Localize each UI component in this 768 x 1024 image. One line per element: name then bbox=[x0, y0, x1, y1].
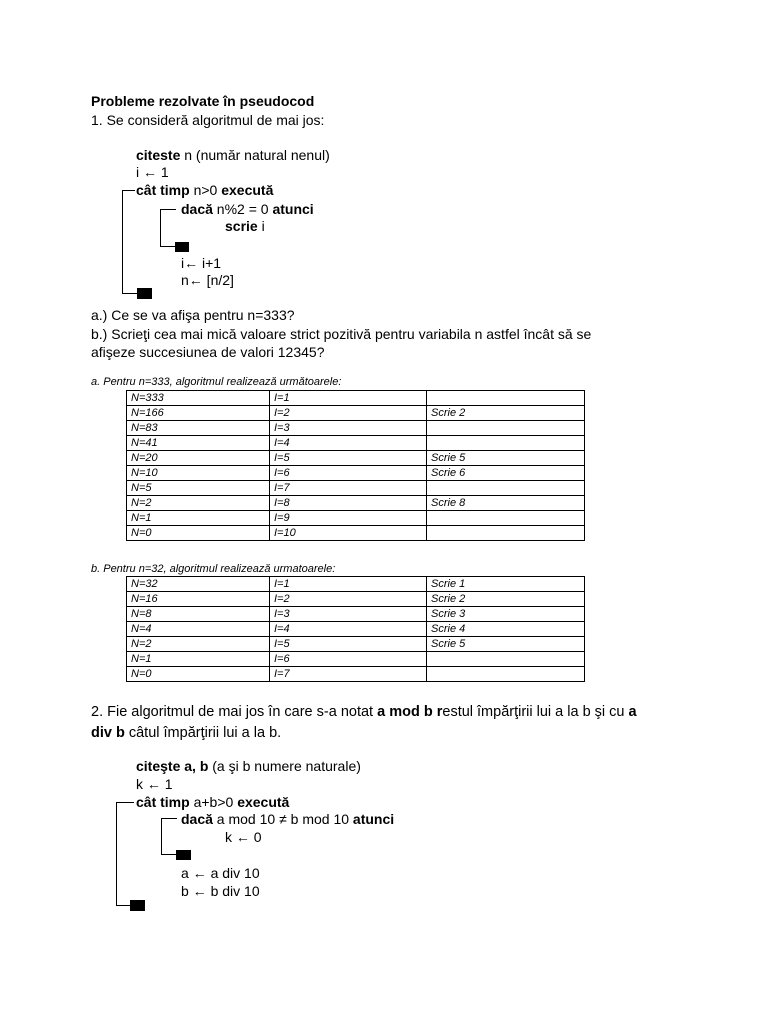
table-cell: I=5 bbox=[270, 451, 427, 466]
while-bracket-bottom bbox=[122, 293, 138, 294]
if-bracket-bottom bbox=[160, 246, 175, 247]
while2-bracket-top bbox=[116, 802, 134, 803]
table-row bbox=[127, 421, 585, 436]
table-row bbox=[127, 592, 585, 607]
table-cell: Scrie 4 bbox=[427, 622, 585, 637]
while2-end-block bbox=[130, 900, 145, 911]
table-row bbox=[127, 607, 585, 622]
problem-2-intro-line2: div b câtul împărţirii lui a la b. bbox=[91, 725, 282, 741]
table-row bbox=[127, 667, 585, 682]
caption-table-a: a. Pentru n=333, algoritmul realizează următoarele: bbox=[91, 376, 342, 388]
caption-table-b: b. Pentru n=32, algoritmul realizează urmatoarele: bbox=[91, 563, 336, 575]
if2-end-block bbox=[176, 850, 191, 860]
table-cell: I=6 bbox=[270, 652, 427, 667]
table-row bbox=[127, 652, 585, 667]
table-cell: I=3 bbox=[270, 607, 427, 622]
table-row bbox=[127, 622, 585, 637]
table-row bbox=[127, 526, 585, 541]
table-cell bbox=[427, 481, 585, 496]
table-cell: N=16 bbox=[127, 592, 270, 607]
table-cell bbox=[427, 511, 585, 526]
table-cell: N=83 bbox=[127, 421, 270, 436]
table-cell: N=1 bbox=[127, 652, 270, 667]
table-row bbox=[127, 511, 585, 526]
table-cell: I=10 bbox=[270, 526, 427, 541]
algo2-line-b-div: b ← b div 10 bbox=[181, 883, 260, 899]
table-row bbox=[127, 451, 585, 466]
table-cell bbox=[427, 436, 585, 451]
table-cell: Scrie 3 bbox=[427, 607, 585, 622]
problem-1-intro: 1. Se consideră algoritmul de mai jos: bbox=[91, 112, 325, 128]
while2-bracket-bottom bbox=[116, 905, 131, 906]
if-bracket-side bbox=[160, 209, 161, 247]
question-b-line2: afişeze succesiunea de valori 12345? bbox=[91, 344, 325, 360]
table-cell bbox=[427, 667, 585, 682]
table-cell: N=0 bbox=[127, 526, 270, 541]
table-cell: I=1 bbox=[270, 391, 427, 406]
if2-bracket-top bbox=[161, 818, 177, 819]
table-cell: I=9 bbox=[270, 511, 427, 526]
table-row bbox=[127, 406, 585, 421]
table-cell: N=32 bbox=[127, 577, 270, 592]
table-cell: I=4 bbox=[270, 622, 427, 637]
table-cell: I=6 bbox=[270, 466, 427, 481]
table-cell: Scrie 5 bbox=[427, 637, 585, 652]
algo2-line-assign-k: k ← 0 bbox=[225, 829, 262, 845]
trace-table-a bbox=[126, 390, 585, 541]
while-bracket-side bbox=[122, 190, 123, 294]
algo2-line-while: cât timp a+b>0 execută bbox=[136, 794, 290, 810]
table-cell: N=1 bbox=[127, 511, 270, 526]
table-cell: N=41 bbox=[127, 436, 270, 451]
algo1-line-while: cât timp n>0 execută bbox=[136, 182, 274, 198]
table-cell: Scrie 8 bbox=[427, 496, 585, 511]
while-end-block bbox=[137, 288, 152, 299]
table-row bbox=[127, 637, 585, 652]
algo1-line-halve: n← [n/2] bbox=[181, 272, 234, 288]
table-cell: Scrie 1 bbox=[427, 577, 585, 592]
question-b-line1: b.) Scrieţi cea mai mică valoare strict pozitivă pentru variabila n astfel încât să se bbox=[91, 326, 592, 342]
table-cell bbox=[427, 421, 585, 436]
while2-bracket-side bbox=[116, 802, 117, 906]
table-cell: I=3 bbox=[270, 421, 427, 436]
algo1-line-if: dacă n%2 = 0 atunci bbox=[181, 201, 314, 217]
algo1-line-read: citeste n (număr natural nenul) bbox=[136, 147, 330, 163]
table-row bbox=[127, 481, 585, 496]
table-cell: Scrie 2 bbox=[427, 406, 585, 421]
table-cell: I=4 bbox=[270, 436, 427, 451]
table-row bbox=[127, 466, 585, 481]
table-cell: N=5 bbox=[127, 481, 270, 496]
table-cell: N=2 bbox=[127, 496, 270, 511]
table-cell: Scrie 5 bbox=[427, 451, 585, 466]
question-a: a.) Ce se va afişa pentru n=333? bbox=[91, 307, 295, 323]
page-title: Probleme rezolvate în pseudocod bbox=[91, 93, 315, 109]
table-cell: N=4 bbox=[127, 622, 270, 637]
table-cell: I=7 bbox=[270, 667, 427, 682]
algo1-line-increment: i← i+1 bbox=[181, 255, 222, 271]
table-cell: Scrie 2 bbox=[427, 592, 585, 607]
table-cell: N=10 bbox=[127, 466, 270, 481]
table-cell: N=8 bbox=[127, 607, 270, 622]
if-bracket-top bbox=[160, 209, 176, 210]
table-cell bbox=[427, 391, 585, 406]
table-row bbox=[127, 391, 585, 406]
table-cell: I=8 bbox=[270, 496, 427, 511]
table-cell: I=2 bbox=[270, 592, 427, 607]
table-cell: Scrie 6 bbox=[427, 466, 585, 481]
algo2-line-read: citeşte a, b (a şi b numere naturale) bbox=[136, 758, 361, 774]
table-cell: N=166 bbox=[127, 406, 270, 421]
algo1-line-print: scrie i bbox=[225, 218, 265, 234]
algo2-line-init: k ← 1 bbox=[136, 776, 173, 792]
table-cell: I=7 bbox=[270, 481, 427, 496]
table-cell: I=2 bbox=[270, 406, 427, 421]
table-cell: N=0 bbox=[127, 667, 270, 682]
table-cell bbox=[427, 526, 585, 541]
table-cell: I=5 bbox=[270, 637, 427, 652]
if2-bracket-side bbox=[161, 818, 162, 855]
table-row bbox=[127, 496, 585, 511]
algo2-line-if: dacă a mod 10 ≠ b mod 10 atunci bbox=[181, 811, 395, 827]
if-end-block bbox=[175, 242, 189, 252]
table-cell: I=1 bbox=[270, 577, 427, 592]
table-cell bbox=[427, 652, 585, 667]
table-cell: N=2 bbox=[127, 637, 270, 652]
trace-table-b bbox=[126, 576, 585, 682]
problem-2-intro-line1: 2. Fie algoritmul de mai jos în care s-a notat a mod b restul împărţirii lui a la b şi cu a bbox=[91, 704, 637, 720]
while-bracket-top bbox=[122, 190, 135, 191]
if2-bracket-bottom bbox=[161, 854, 176, 855]
table-cell: N=20 bbox=[127, 451, 270, 466]
table-row bbox=[127, 436, 585, 451]
table-row bbox=[127, 577, 585, 592]
algo2-line-a-div: a ← a div 10 bbox=[181, 865, 260, 881]
table-cell: N=333 bbox=[127, 391, 270, 406]
algo1-line-init: i ← 1 bbox=[136, 164, 169, 180]
